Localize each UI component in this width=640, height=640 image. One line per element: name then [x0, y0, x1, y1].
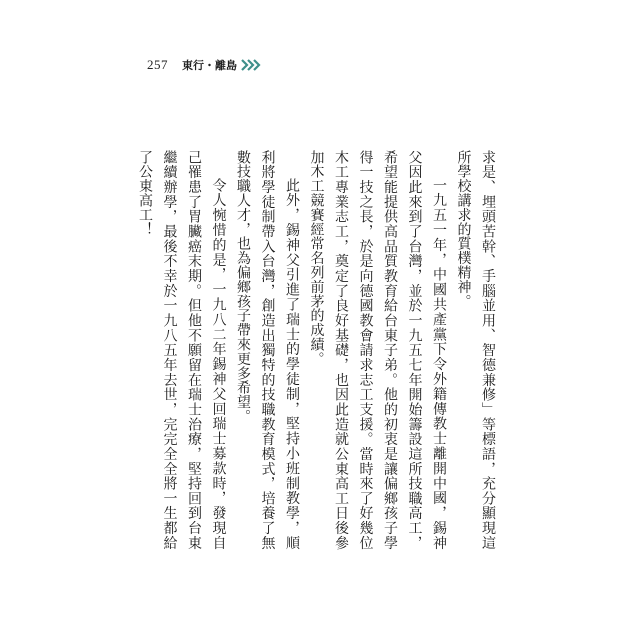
chevron-double-right-icon [240, 59, 260, 71]
paragraph: 令人惋惜的是，一九八二年錫神父回瑞士募款時，發現自己罹患了胃臟癌末期。但他不願留在瑞士治療，堅持回到台東繼續辦學，最後不幸於一九八五年去世，完完全全將一生都給了公東高工！ [137, 150, 227, 550]
page-number: 257 [147, 57, 168, 72]
chevron-stroke-3 [254, 60, 259, 70]
chevron-double-right-svg [240, 59, 260, 71]
vertical-body-text [137, 150, 500, 550]
chevron-stroke-2 [248, 60, 253, 70]
paragraph: 此外，錫神父引進了瑞士的學徒制，堅持小班制教學，順利將學徒制帶入台灣，創造出獨特的技職教育模式，培養了無數技職人才，也為偏鄉孩子帶來更多希望。 [235, 150, 300, 550]
paragraph: 一九五一年，中國共產黨下令外籍傳教士離開中國，錫神父因此來到了台灣，並於一九五七年開始籌設這所技職高工，希望能提供高品質教育給台東子弟。他的初衷是讓偏鄉孩子學得一技之長，於是向德國教會請求志工支援。當時來了好幾位木工專業志工，奠定了良好基礎，也因此造就公東高工日後參加木工競賽經常名列前茅的成績。 [308, 150, 447, 550]
paragraph-continued: 求是、埋頭苦幹、手腦並用、智德兼修」等標語，充分顯現這所學校講求的質樸精神。 [455, 150, 496, 550]
chevron-stroke-1 [242, 60, 247, 70]
running-header [147, 56, 260, 74]
section-title: 東行・離島 [182, 59, 237, 72]
